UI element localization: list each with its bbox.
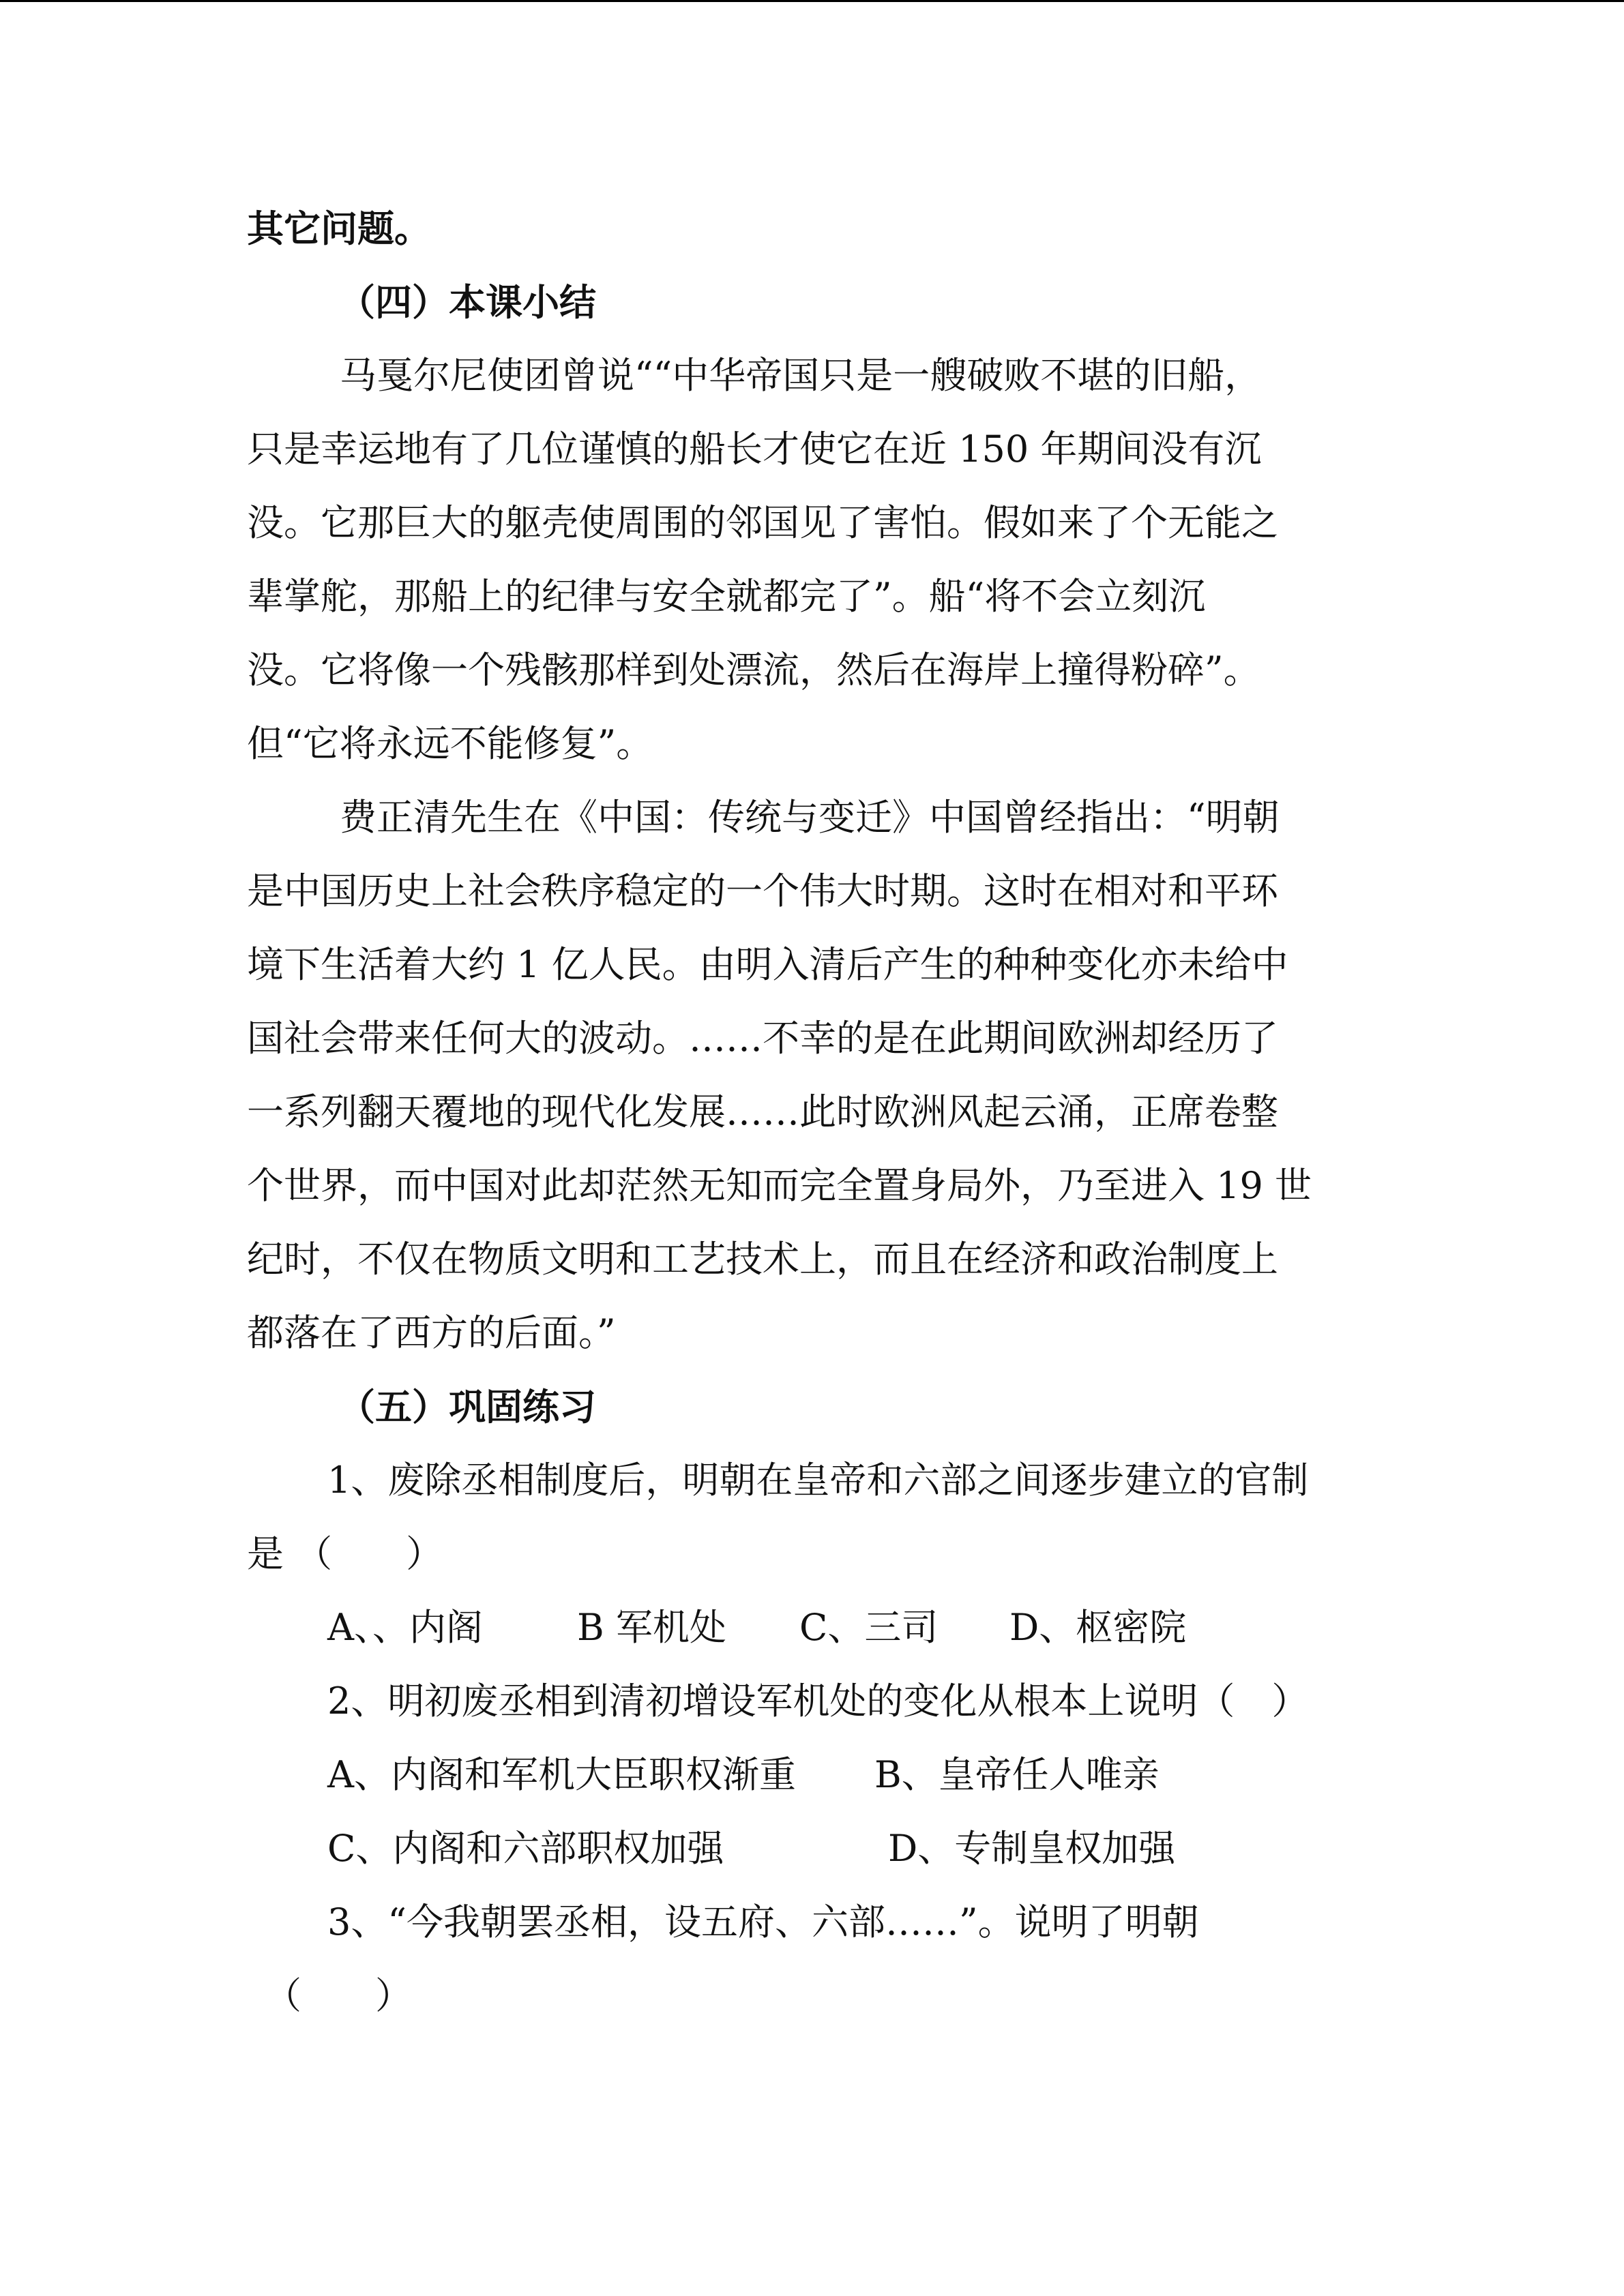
paragraph-line: 辈掌舵，那船上的纪律与安全就都完了”。船“将不会立刻沉: [247, 575, 1206, 618]
paragraph-line: 只是幸运地有了几位谨慎的船长才使它在近 150 年期间没有沉: [247, 428, 1262, 471]
paragraph-line: 但“它将永远不能修复”。: [247, 722, 653, 765]
paragraph-line: 一系列翻天覆地的现代化发展……此时欧洲风起云涌，正席卷整: [247, 1090, 1278, 1133]
paragraph-line: 是中国历史上社会秩序稳定的一个伟大时期。这时在相对和平环: [247, 869, 1278, 912]
option-b: B、皇帝任人唯亲: [874, 1753, 1160, 1796]
option-a: A、、内阁: [327, 1606, 483, 1649]
section-heading-summary: （四）本课小结: [338, 280, 596, 324]
paragraph-line: 纪时，不仅在物质文明和工艺技术上，而且在经济和政治制度上: [247, 1238, 1278, 1281]
paragraph-line: 境下生活着大约 1 亿人民。由明入清后产生的种种变化亦未给中: [247, 943, 1288, 986]
option-a: A、内阁和军机大臣职权渐重: [327, 1753, 796, 1796]
lead-text: 其它问题。: [247, 207, 431, 250]
page-top-border: [0, 0, 1624, 2]
question-stem: （ ）: [265, 1974, 412, 2017]
question-stem: 1、废除丞相制度后，明朝在皇帝和六部之间逐步建立的官制: [327, 1459, 1309, 1502]
section-heading-exercises: （五）巩固练习: [338, 1385, 596, 1429]
paragraph-line: 没。它将像一个残骸那样到处漂流，然后在海岸上撞得粉碎”。: [247, 648, 1260, 691]
option-c: C、内阁和六部职权加强: [327, 1827, 724, 1870]
question-stem: 2、明初废丞相到清初增设军机处的变化从根本上说明（ ）: [327, 1680, 1309, 1723]
paragraph-line: 费正清先生在《中国：传统与变迁》中国曾经指出：“明朝: [340, 796, 1280, 839]
question-stem: 3、“今我朝罢丞相，设五府、六部……”。说明了明朝: [327, 1900, 1199, 1943]
option-c: C、三司: [799, 1606, 939, 1649]
question-stem: 是 （ ）: [247, 1532, 443, 1575]
paragraph-line: 个世界，而中国对此却茫然无知而完全置身局外，乃至进入 19 世: [247, 1164, 1312, 1207]
paragraph-line: 没。它那巨大的躯壳使周围的邻国见了害怕。假如来了个无能之: [247, 501, 1278, 544]
paragraph-line: 马戛尔尼使团曾说““中华帝国只是一艘破败不堪的旧船，: [340, 354, 1262, 397]
paragraph-line: 国社会带来任何大的波动。……不幸的是在此期间欧洲却经历了: [247, 1017, 1278, 1060]
option-b: B 军机处: [577, 1606, 726, 1649]
paragraph-line: 都落在了西方的后面。”: [247, 1311, 616, 1354]
option-d: D、枢密院: [1009, 1606, 1187, 1649]
option-d: D、专制皇权加强: [888, 1827, 1176, 1870]
